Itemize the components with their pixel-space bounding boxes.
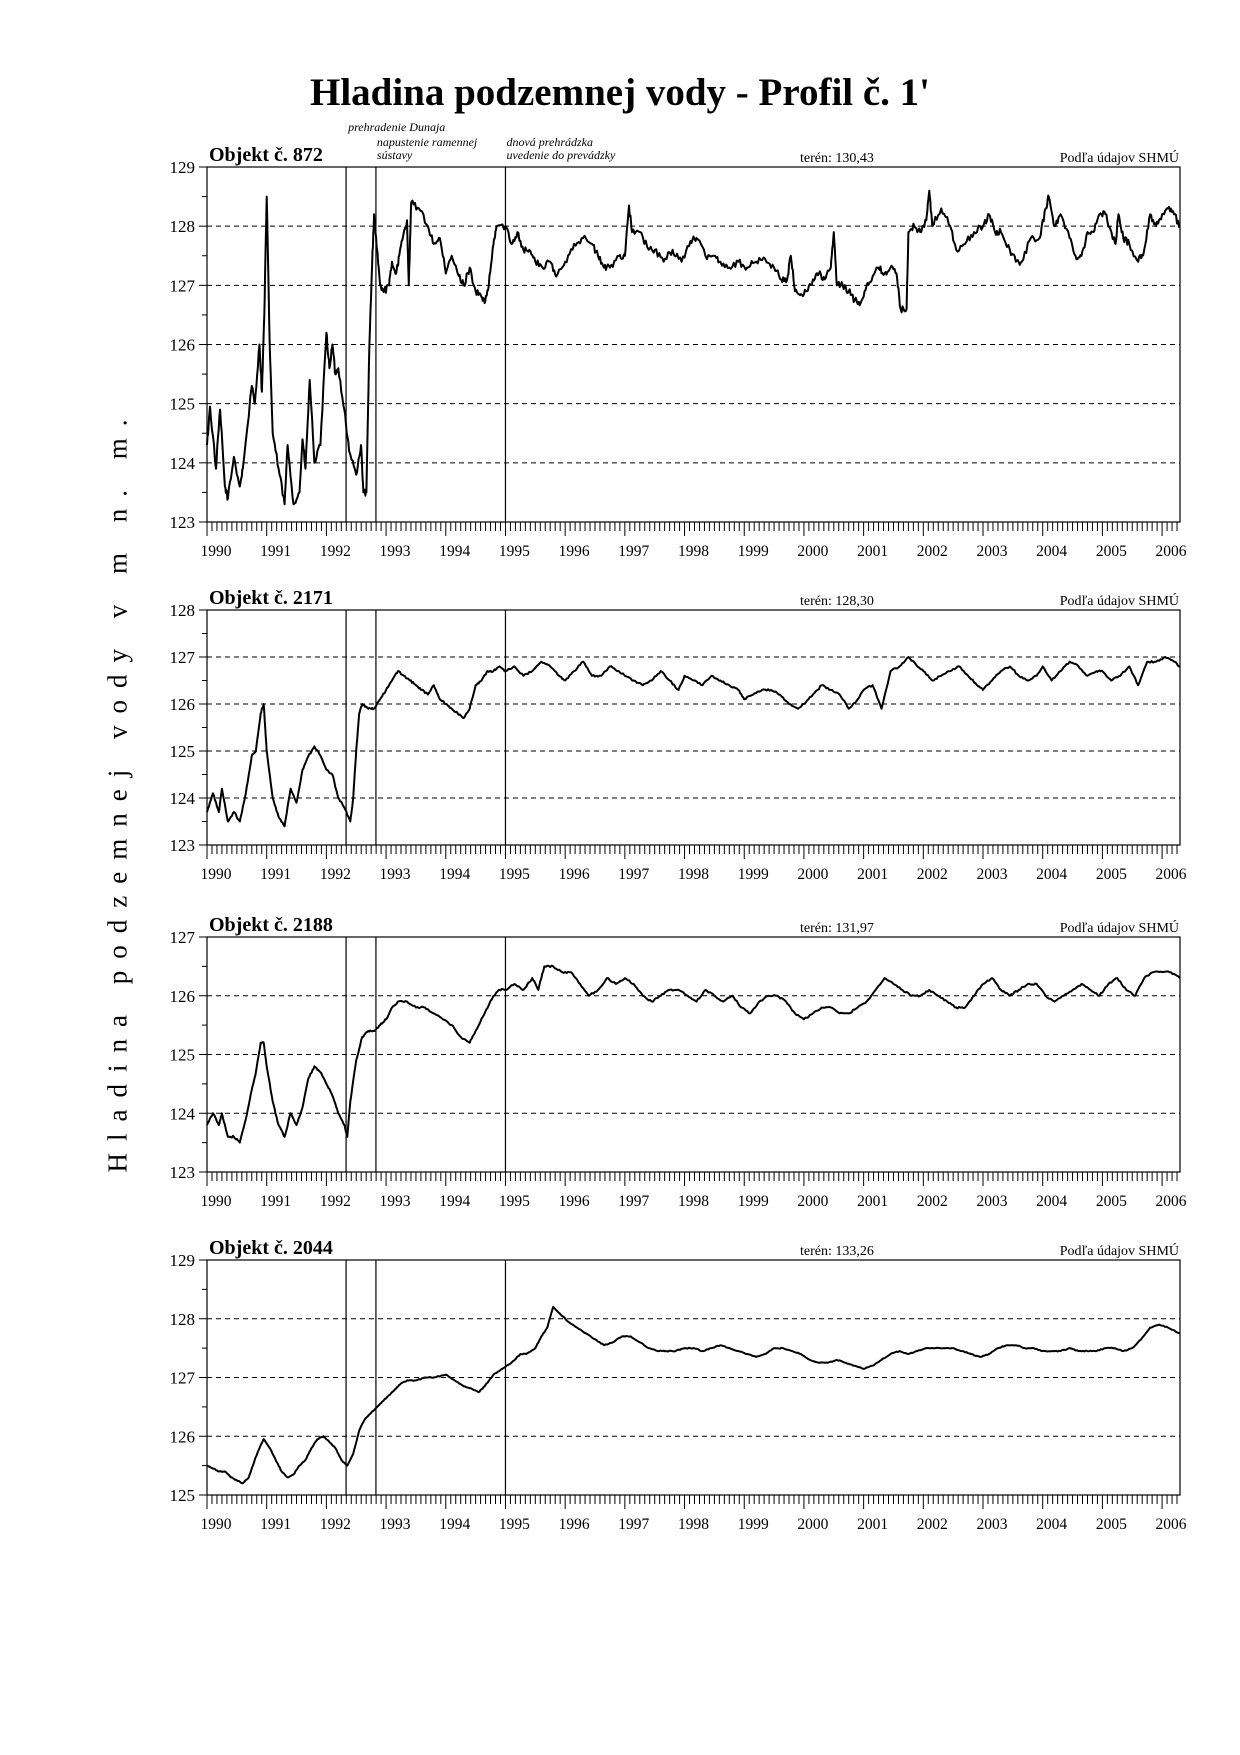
series-line [207, 657, 1180, 826]
x-tick-label: 1994 [439, 866, 471, 883]
x-tick-label: 1993 [379, 1516, 411, 1533]
x-tick-label: 1996 [558, 1193, 590, 1210]
x-tick-label: 1996 [558, 866, 590, 883]
source-label: Podľa údajov SHMÚ [1059, 151, 1179, 166]
x-tick-label: 1999 [737, 1516, 769, 1533]
x-tick-label: 2000 [797, 1516, 829, 1533]
y-tick-label: 129 [169, 1251, 195, 1270]
x-tick-label: 1997 [618, 866, 650, 883]
x-tick-label: 1992 [319, 1516, 351, 1533]
terrain-label: terén: 128,30 [800, 594, 874, 609]
x-tick-label: 1994 [439, 1516, 471, 1533]
x-tick-label: 1996 [558, 1516, 590, 1533]
chart-title: Objekt č. 872 [209, 144, 323, 166]
terrain-label: terén: 131,97 [800, 921, 874, 936]
x-tick-label: 1991 [260, 1516, 292, 1533]
source-label: Podľa údajov SHMÚ [1059, 921, 1179, 936]
x-tick-label: 1994 [439, 1193, 471, 1210]
page-title: Hladina podzemnej vody - Profil č. 1' [309, 71, 931, 114]
x-tick-label: 2006 [1155, 1516, 1187, 1533]
source-label: Podľa údajov SHMÚ [1059, 594, 1179, 609]
y-axis-label: Hladina podzemnej vody v m n. m. [102, 407, 133, 1173]
event-annotation: napustenie ramennej [376, 135, 478, 149]
x-tick-label: 1998 [678, 543, 709, 560]
event-annotation: sústavy [376, 148, 413, 162]
y-tick-label: 123 [169, 513, 195, 532]
chart-title: Objekt č. 2171 [209, 587, 333, 609]
chart-4 [170, 1237, 1187, 1533]
event-annotation: prehradenie Dunaja [348, 120, 446, 134]
event-annotation: uvedenie do prevádzky [506, 148, 616, 162]
x-tick-label: 2001 [857, 866, 889, 883]
y-tick-label: 128 [169, 217, 195, 237]
x-tick-label: 1992 [319, 543, 351, 560]
x-tick-label: 1996 [558, 543, 590, 560]
x-tick-label: 1992 [319, 866, 351, 883]
x-tick-label: 2006 [1155, 543, 1187, 560]
chart-1 [170, 144, 1187, 560]
x-tick-label: 1997 [618, 543, 650, 560]
y-tick-label: 127 [169, 1368, 195, 1388]
x-tick-label: 2001 [857, 1193, 889, 1210]
x-tick-label: 2000 [797, 866, 829, 883]
y-tick-label: 127 [169, 276, 195, 296]
x-tick-label: 1990 [200, 1516, 232, 1533]
y-tick-label: 125 [169, 1486, 195, 1505]
x-tick-label: 1993 [379, 1193, 411, 1210]
chart-title: Objekt č. 2044 [209, 1237, 333, 1259]
y-tick-label: 129 [169, 158, 195, 177]
series-line [207, 1307, 1180, 1483]
x-tick-label: 2000 [797, 1193, 829, 1210]
x-tick-label: 2002 [916, 543, 948, 560]
x-tick-label: 2005 [1095, 1193, 1127, 1210]
x-tick-label: 2001 [857, 1516, 889, 1533]
x-tick-label: 2004 [1036, 543, 1068, 560]
x-tick-label: 2002 [916, 1193, 948, 1210]
y-tick-label: 123 [169, 1163, 195, 1182]
x-tick-label: 2004 [1036, 1193, 1068, 1210]
x-tick-label: 1998 [678, 866, 709, 883]
y-tick-label: 123 [169, 836, 195, 855]
x-tick-label: 2005 [1095, 543, 1127, 560]
x-tick-label: 1995 [498, 866, 530, 883]
y-tick-label: 126 [169, 695, 195, 714]
y-tick-label: 126 [169, 1427, 195, 1447]
x-tick-label: 1990 [200, 543, 232, 560]
x-tick-label: 2006 [1155, 1193, 1187, 1210]
event-annotations [347, 120, 616, 162]
series-line [207, 191, 1180, 505]
x-tick-label: 2005 [1095, 1516, 1127, 1533]
terrain-label: terén: 133,26 [800, 1244, 874, 1259]
x-tick-label: 2002 [916, 866, 948, 883]
x-tick-label: 2003 [976, 866, 1008, 883]
y-tick-label: 125 [169, 1045, 195, 1065]
x-tick-label: 1991 [260, 1193, 292, 1210]
x-tick-label: 1993 [379, 866, 411, 883]
x-tick-label: 2006 [1155, 866, 1187, 883]
x-tick-label: 2001 [857, 543, 889, 560]
x-tick-label: 2004 [1036, 1516, 1068, 1533]
y-tick-label: 124 [169, 453, 195, 473]
y-tick-label: 125 [169, 742, 195, 761]
y-tick-label: 125 [169, 394, 195, 414]
x-tick-label: 1990 [200, 1193, 232, 1210]
y-tick-label: 126 [169, 986, 195, 1006]
x-tick-label: 2003 [976, 1516, 1008, 1533]
chart-3 [170, 914, 1187, 1210]
x-tick-label: 1995 [498, 1193, 530, 1210]
x-tick-label: 1998 [678, 1193, 709, 1210]
x-tick-label: 1999 [737, 1193, 769, 1210]
x-tick-label: 1999 [737, 543, 769, 560]
x-tick-label: 1997 [618, 1193, 650, 1210]
x-tick-label: 1992 [319, 1193, 351, 1210]
x-tick-label: 1999 [737, 866, 769, 883]
chart-2 [170, 587, 1187, 883]
y-tick-label: 127 [169, 928, 195, 947]
x-tick-label: 1993 [379, 543, 411, 560]
x-tick-label: 2003 [976, 543, 1008, 560]
x-tick-label: 1995 [498, 1516, 530, 1533]
y-tick-label: 126 [169, 335, 195, 355]
x-tick-label: 1994 [439, 543, 471, 560]
x-tick-label: 1991 [260, 866, 292, 883]
source-label: Podľa údajov SHMÚ [1059, 1244, 1179, 1259]
x-tick-label: 1991 [260, 543, 292, 560]
y-tick-label: 128 [169, 601, 195, 620]
x-tick-label: 2000 [797, 543, 829, 560]
x-tick-label: 2003 [976, 1193, 1008, 1210]
y-tick-label: 128 [169, 1309, 195, 1329]
x-tick-label: 2002 [916, 1516, 948, 1533]
x-tick-label: 2005 [1095, 866, 1127, 883]
chart-title: Objekt č. 2188 [209, 914, 333, 936]
event-annotation: dnová prehrádzka [506, 135, 594, 149]
x-tick-label: 1997 [618, 1516, 650, 1533]
y-tick-label: 124 [169, 1104, 195, 1124]
y-tick-label: 124 [169, 789, 195, 808]
terrain-label: terén: 130,43 [800, 151, 874, 166]
y-tick-label: 127 [169, 648, 195, 667]
x-tick-label: 1998 [678, 1516, 709, 1533]
plot-frame [207, 610, 1180, 845]
x-tick-label: 2004 [1036, 866, 1068, 883]
x-tick-label: 1990 [200, 866, 232, 883]
x-tick-label: 1995 [498, 543, 530, 560]
